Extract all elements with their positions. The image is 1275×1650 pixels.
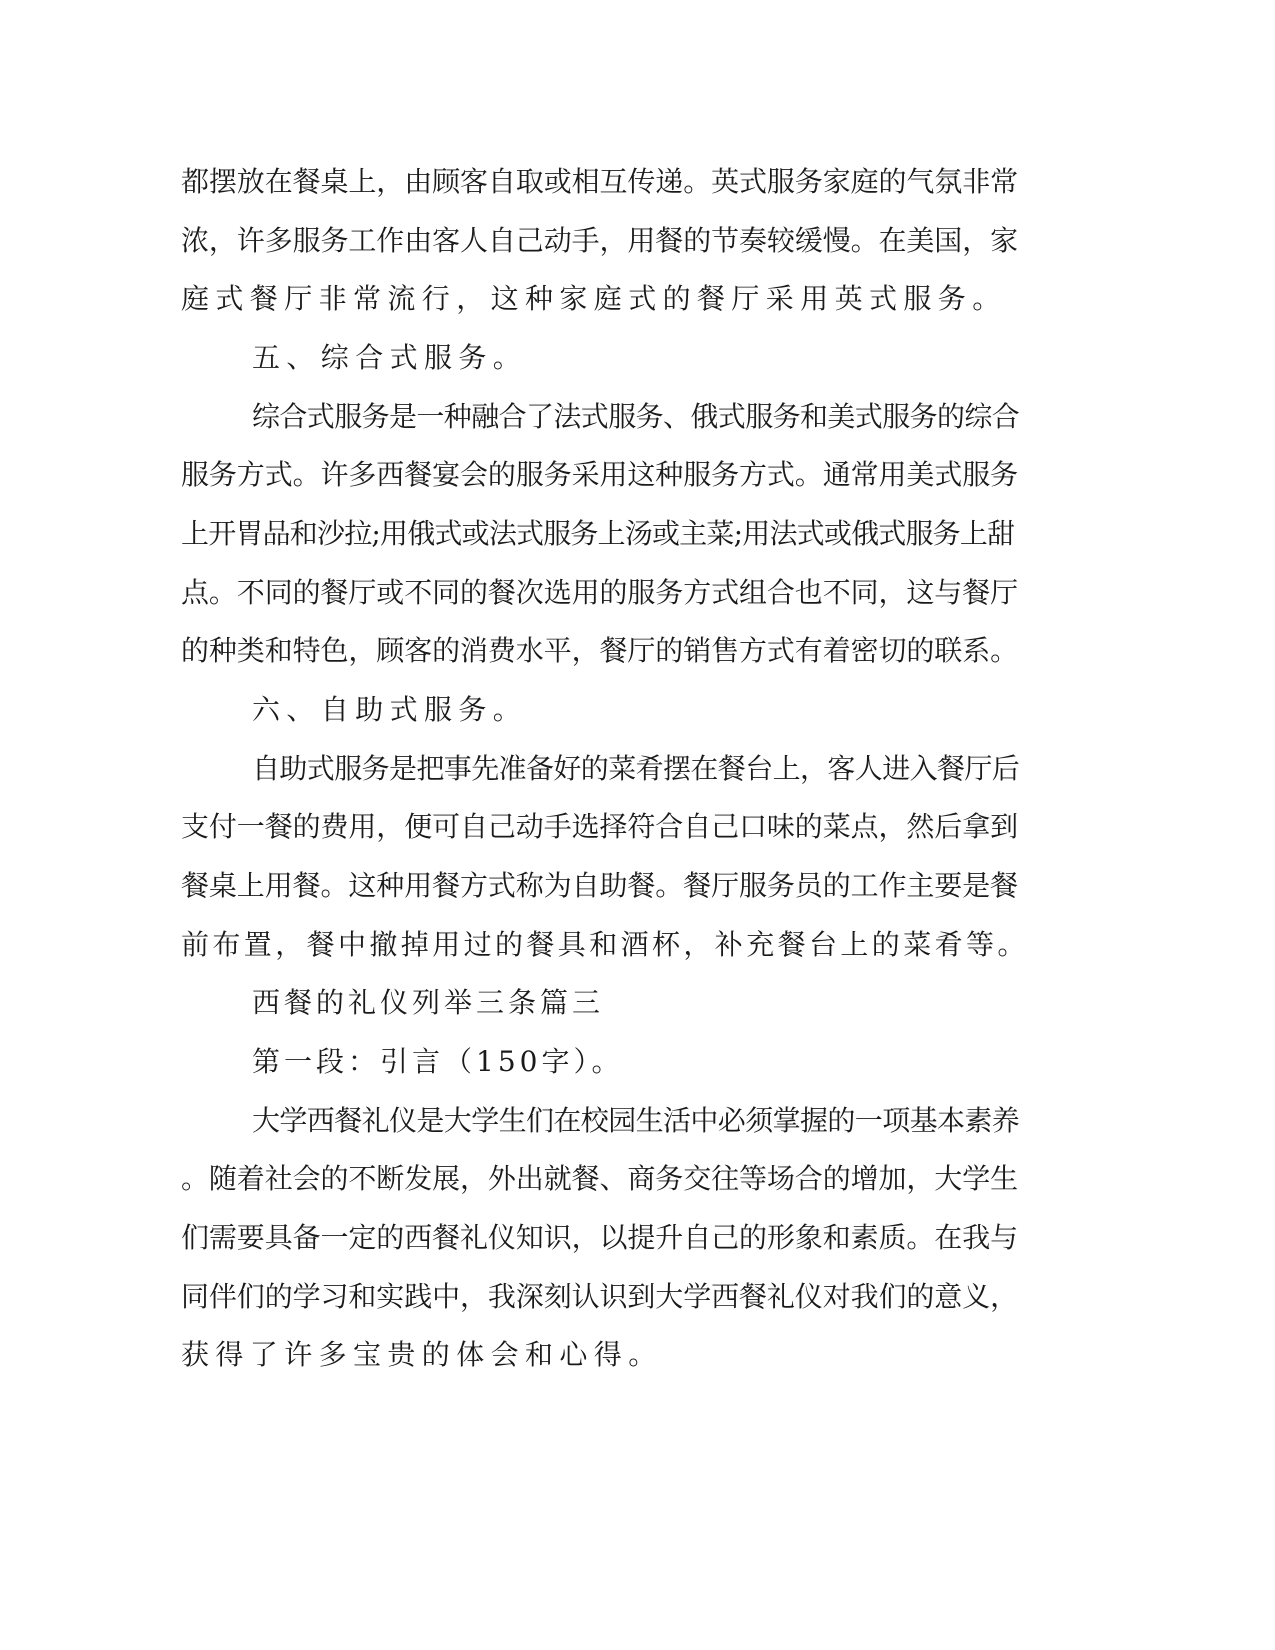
text-line: 自助式服务是把事先准备好的菜肴摆在餐台上，客人进入餐厅后 <box>252 752 1020 785</box>
text-line: 庭式餐厅非常流行，这种家庭式的餐厅采用英式服务。 <box>181 282 1007 315</box>
section-heading: 六、自助式服务。 <box>252 693 528 726</box>
paragraph-heading: 第一段：引言（150字）。 <box>252 1045 624 1078</box>
text-line: 同伴们的学习和实践中，我深刻认识到大学西餐礼仪对我们的意义， <box>181 1280 1019 1313</box>
text-line: 前布置，餐中撤掉用过的餐具和酒杯，补充餐台上的菜肴等。 <box>181 928 1029 961</box>
text-line: 点。不同的餐厅或不同的餐次选用的服务方式组合也不同，这与餐厅 <box>181 576 1019 609</box>
section-title: 西餐的礼仪列举三条篇三 <box>252 986 605 1019</box>
text-line: 综合式服务是一种融合了法式服务、俄式服务和美式服务的综合 <box>252 400 1020 433</box>
text-line: 餐桌上用餐。这种用餐方式称为自助餐。餐厅服务员的工作主要是餐 <box>181 869 1019 902</box>
text-line: 支付一餐的费用，便可自己动手选择符合自己口味的菜点，然后拿到 <box>181 810 1019 843</box>
text-line: 。随着社会的不断发展，外出就餐、商务交往等场合的增加，大学生 <box>181 1162 1019 1195</box>
text-line: 大学西餐礼仪是大学生们在校园生活中必须掌握的一项基本素养 <box>252 1104 1020 1137</box>
text-line: 浓，许多服务工作由客人自己动手，用餐的节奏较缓慢。在美国，家 <box>181 224 1019 257</box>
section-heading: 五、综合式服务。 <box>252 341 528 374</box>
text-line: 的种类和特色，顾客的消费水平，餐厅的销售方式有着密切的联系。 <box>181 634 1019 667</box>
text-line: 都摆放在餐桌上，由顾客自取或相互传递。英式服务家庭的气氛非常 <box>181 165 1019 198</box>
text-line: 上开胃品和沙拉;用俄式或法式服务上汤或主菜;用法式或俄式服务上甜 <box>181 517 1015 550</box>
text-line: 获得了许多宝贵的体会和心得。 <box>181 1338 663 1371</box>
text-line: 们需要具备一定的西餐礼仪知识，以提升自己的形象和素质。在我与 <box>181 1221 1019 1254</box>
text-line: 服务方式。许多西餐宴会的服务采用这种服务方式。通常用美式服务 <box>181 458 1019 491</box>
